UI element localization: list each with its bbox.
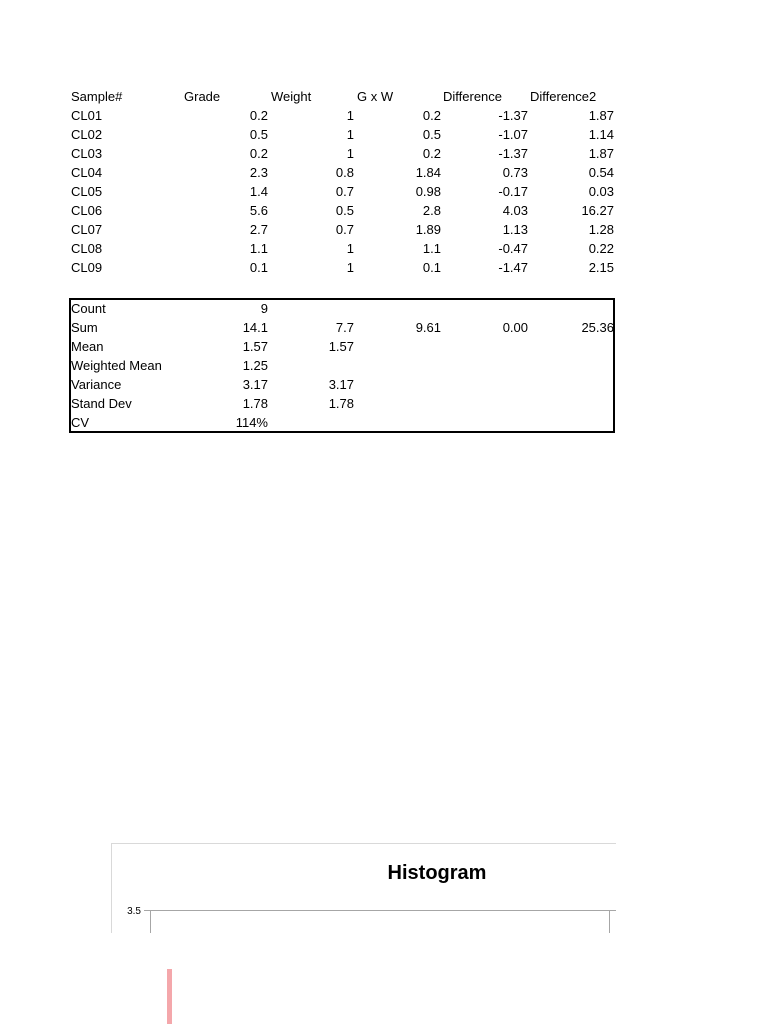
stats-row	[70, 375, 616, 394]
value-cell[interactable]: 0.5	[422, 127, 441, 142]
value-cell[interactable]: -1.47	[498, 260, 528, 275]
value-cell[interactable]: -0.47	[498, 241, 528, 256]
value-cell[interactable]: 7.7	[335, 320, 354, 335]
value-cell[interactable]: 0.2	[249, 108, 268, 123]
value-cell[interactable]: 1.4	[249, 184, 268, 199]
value-cell[interactable]: 0.8	[335, 165, 354, 180]
header-difference[interactable]: Difference	[443, 89, 503, 104]
value-cell[interactable]: 0.5	[249, 127, 268, 142]
value-cell[interactable]: 0.1	[249, 260, 268, 275]
row-label-cell[interactable]: Stand Dev	[71, 396, 132, 411]
value-cell[interactable]: 1	[346, 241, 354, 256]
value-cell[interactable]: -1.37	[498, 108, 528, 123]
stats-row	[70, 394, 616, 413]
value-cell[interactable]: 1.57	[242, 339, 268, 354]
value-cell[interactable]: 1.87	[588, 146, 614, 161]
value-cell[interactable]: 1.57	[328, 339, 354, 354]
value-cell[interactable]: 5.6	[249, 203, 268, 218]
value-cell[interactable]: 1.13	[502, 222, 528, 237]
row-label-cell[interactable]: CL09	[71, 260, 103, 275]
row-label-cell[interactable]: CL05	[71, 184, 103, 199]
value-cell[interactable]: 0.2	[422, 108, 441, 123]
value-cell[interactable]: 0.54	[588, 165, 614, 180]
stats-row	[70, 318, 616, 337]
value-cell[interactable]: 1.1	[422, 241, 441, 256]
value-cell[interactable]: 2.15	[588, 260, 614, 275]
value-cell[interactable]: 2.7	[249, 222, 268, 237]
chart-area[interactable]	[111, 843, 616, 933]
stats-row	[70, 356, 616, 375]
value-cell[interactable]: 0.22	[588, 241, 614, 256]
table-row	[70, 144, 616, 163]
y-tick-label: 3.5	[127, 906, 141, 917]
value-cell[interactable]: 1.89	[415, 222, 441, 237]
row-label-cell[interactable]: Weighted Mean	[71, 358, 162, 373]
value-cell[interactable]: 114%	[235, 415, 268, 430]
row-label-cell[interactable]: Variance	[71, 377, 122, 392]
table-row	[70, 182, 616, 201]
value-cell[interactable]: 1.87	[588, 108, 614, 123]
value-cell[interactable]: 0.03	[588, 184, 614, 199]
header-grade[interactable]: Grade	[184, 89, 221, 104]
value-cell[interactable]: 0.7	[335, 222, 354, 237]
value-cell[interactable]: 25.36	[581, 320, 614, 335]
value-cell[interactable]: 1.14	[588, 127, 614, 142]
table-row	[70, 163, 616, 182]
row-label-cell[interactable]: Mean	[71, 339, 104, 354]
value-cell[interactable]: 0.7	[335, 184, 354, 199]
value-cell[interactable]: 3.17	[328, 377, 354, 392]
value-cell[interactable]: 4.03	[502, 203, 528, 218]
value-cell[interactable]: 0.5	[335, 203, 354, 218]
value-cell[interactable]: 1	[346, 260, 354, 275]
value-cell[interactable]: 0.98	[415, 184, 441, 199]
value-cell[interactable]: 2.8	[422, 203, 441, 218]
table-row	[70, 258, 616, 277]
header-sample[interactable]: Sample#	[71, 89, 123, 104]
row-label-cell[interactable]: CL01	[71, 108, 103, 123]
value-cell[interactable]: 0.00	[502, 320, 528, 335]
chart-title: Histogram	[387, 862, 487, 884]
value-cell[interactable]: 9.61	[415, 320, 441, 335]
value-cell[interactable]: 1.84	[415, 165, 441, 180]
value-cell[interactable]: 0.1	[422, 260, 441, 275]
table-row	[70, 106, 616, 125]
row-label-cell[interactable]: Sum	[71, 320, 98, 335]
stats-row	[70, 337, 616, 356]
value-cell[interactable]: 1.78	[328, 396, 354, 411]
table-row	[70, 201, 616, 220]
row-label-cell[interactable]: CL06	[71, 203, 103, 218]
row-label-cell[interactable]: CV	[71, 415, 90, 430]
value-cell[interactable]: 14.1	[242, 320, 268, 335]
row-label-cell[interactable]: Count	[71, 301, 106, 316]
histogram-bar-fragment	[167, 969, 172, 1024]
value-cell[interactable]: 1.78	[242, 396, 268, 411]
row-label-cell[interactable]: CL08	[71, 241, 103, 256]
value-cell[interactable]: 0.2	[249, 146, 268, 161]
header-weight[interactable]: Weight	[271, 89, 312, 104]
stats-row	[70, 299, 616, 318]
value-cell[interactable]: 1.28	[588, 222, 614, 237]
row-label-cell[interactable]: CL03	[71, 146, 103, 161]
stats-row	[70, 413, 616, 432]
header-gxw[interactable]: G x W	[357, 89, 394, 104]
value-cell[interactable]: -0.17	[498, 184, 528, 199]
value-cell[interactable]: 16.27	[581, 203, 614, 218]
value-cell[interactable]: 1	[346, 146, 354, 161]
row-label-cell[interactable]: CL07	[71, 222, 103, 237]
value-cell[interactable]: 1	[346, 108, 354, 123]
table-row	[70, 220, 616, 239]
table-row	[70, 239, 616, 258]
row-label-cell[interactable]: CL02	[71, 127, 103, 142]
row-label-cell[interactable]: CL04	[71, 165, 103, 180]
value-cell[interactable]: 3.17	[242, 377, 268, 392]
value-cell[interactable]: 1	[346, 127, 354, 142]
table-header-row	[70, 87, 616, 106]
value-cell[interactable]: -1.07	[498, 127, 528, 142]
value-cell[interactable]: 1.25	[242, 358, 268, 373]
value-cell[interactable]: 1.1	[249, 241, 268, 256]
value-cell[interactable]: 0.73	[502, 165, 528, 180]
value-cell[interactable]: 0.2	[422, 146, 441, 161]
table-row	[70, 125, 616, 144]
value-cell[interactable]: 2.3	[249, 165, 268, 180]
header-difference2[interactable]: Difference2	[530, 89, 597, 104]
value-cell[interactable]: 9	[260, 301, 268, 316]
value-cell[interactable]: -1.37	[498, 146, 528, 161]
